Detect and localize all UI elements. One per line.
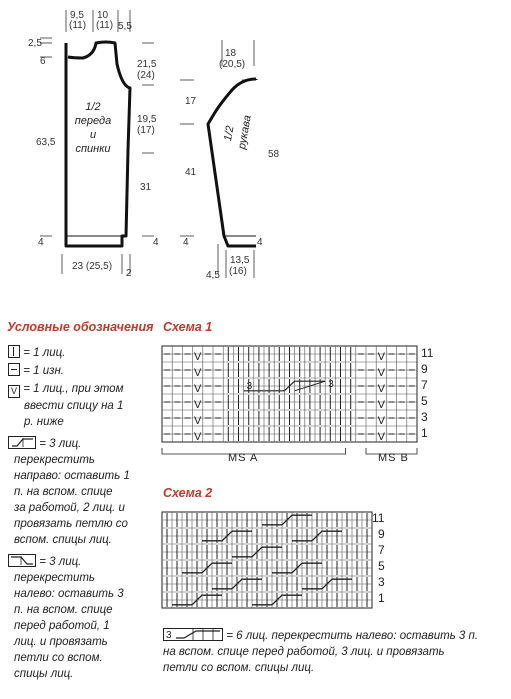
legend-item-knit: = 1 лиц. [8,345,158,361]
sleeve-bottom-width-alt: (16) [229,266,247,277]
scheme2-row-9: 9 [378,527,385,541]
ms-a-label: MS A [228,452,259,464]
legend-item-cross-left: = 3 лиц. [8,554,158,570]
legend-slip-line2: ввести спицу на 1 [24,400,124,412]
scheme1-row-7: 7 [421,378,428,392]
knit-symbol-icon [8,345,20,358]
legend-slip-line3: р. ниже [24,416,64,428]
slip-stitch-mark: V [377,431,385,443]
footnote-line2: на вспом. спице перед работой, 3 лиц. и провязать [163,646,445,658]
body-lower: 31 [140,182,152,193]
slip-stitch-mark: V [377,399,385,411]
slip-stitch-mark: V [194,431,202,443]
body-mid-alt: (17) [137,125,155,136]
legend-cross-left-line6: лиц. и провязать [14,636,108,648]
scheme2-row-11: 11 [372,511,385,525]
slip-stitch-mark: V [194,399,202,411]
legend-item-slip: V = 1 лиц., при этом [8,381,158,398]
body-bottom-width: 23 (25,5) [72,261,113,272]
scheme2-row-5: 5 [378,559,385,573]
body-left-small-2: 6 [40,56,46,67]
scheme2-chart [160,508,375,613]
body-armhole: 21,5 [137,59,157,70]
footnote-line3: петли со вспом. спицы лиц. [163,662,315,674]
slip-stitch-mark: V [194,383,202,395]
footnote-line1: 3 = 6 лиц. перекрестить налево: оставить 3 п. [163,628,478,644]
body-bottom-right: 2 [126,268,132,279]
body-total-height: 63,5 [36,137,56,148]
scheme2-row-7: 7 [378,543,385,557]
slip-stitch-mark: V [194,351,202,363]
body-left-small-1: 2,5 [28,38,42,49]
cross-left-symbol-icon [8,554,36,567]
legend-cross-left-line2: перекрестить [14,572,95,584]
sleeve-rib-right: 4 [257,237,263,248]
scheme1-row-1: 1 [421,426,428,440]
scheme1-row-5: 5 [421,394,428,408]
six-cross-symbol-icon: 3 [163,628,223,641]
legend-cross-right-line4: п. на вспом. спице [14,486,113,498]
sleeve-body-height: 41 [185,167,197,178]
cable-count-left: 3 [246,381,253,393]
sleeve-label: 1/2 [222,124,237,143]
legend-item-cross-right: = 3 лиц. [8,436,158,452]
scheme1-row-3: 3 [421,410,428,424]
body-width-shoulder: 9,5 [70,10,84,21]
scheme1-row-9: 9 [421,362,428,376]
sleeve-top-width-alt: (20,5) [219,59,246,70]
scheme2-row-3: 3 [378,575,385,589]
sleeve-outline [170,0,300,290]
slip-stitch-mark: V [377,415,385,427]
legend-cross-right-line2: перекрестить [14,454,95,466]
v-stitch-symbol-icon: V [8,385,20,398]
sleeve-total-height: 58 [268,149,280,160]
cross-right-symbol-icon [8,436,36,449]
slip-stitch-mark: V [377,351,385,363]
legend-cross-left-line4: п. на вспом. спице [14,604,113,616]
legend-cross-left-line5: перед работой, 1 [14,620,110,632]
body-width-shoulder-alt: (11) [69,20,87,31]
sleeve-top-width: 18 [225,48,237,59]
sleeve-cap-height: 17 [185,96,197,107]
legend-cross-right-line6: провязать петлю со [14,518,128,530]
cable-count-right: 3 [328,378,334,390]
scheme1-chart [160,340,420,470]
legend-cross-left-line7: петли со вспом. [14,652,103,664]
scheme1-row-numbers [421,347,441,443]
legend-item-purl: = 1 изн. [8,363,158,379]
scheme2-row-numbers [372,512,392,608]
legend-cross-left-line3: налево: оставить 3 [14,588,124,600]
body-mid: 19,5 [137,114,157,125]
sleeve-rib-left: 4 [183,237,189,248]
body-rib-left: 4 [38,237,44,248]
footnote [163,628,478,676]
sleeve-label-2: рукава [236,114,254,151]
body-width-neck-depth: 5,5 [118,21,132,32]
legend-cross-right-line3: направо: оставить 1 [14,470,130,482]
slip-stitch-mark: V [194,367,202,379]
ms-b-label: MS B [378,452,409,464]
legend-cross-left-line8: спицы лиц. [14,668,74,680]
slip-stitch-mark: V [377,367,385,379]
scheme1-title: Схема 1 [163,320,213,334]
body-armhole-alt: (24) [137,70,155,81]
slip-stitch-mark: V [194,415,202,427]
legend [8,345,158,682]
body-rib-right: 4 [153,237,159,248]
body-width-neck-alt: (11) [96,20,114,31]
slip-stitch-mark: V [377,383,385,395]
body-width-neck: 10 [97,10,109,21]
body-label: 1/2 переда и спинки [74,101,112,155]
scheme2-title: Схема 2 [163,486,213,500]
sleeve-bottom-width: 13,5 [230,255,250,266]
sleeve-bottom-left: 4,5 [206,270,220,281]
scheme2-row-1: 1 [378,591,385,605]
scheme1-row-11: 11 [421,346,434,360]
purl-symbol-icon [8,363,20,376]
legend-title: Условные обозначения [7,320,154,334]
legend-cross-right-line7: вспом. спицы лиц. [14,534,112,546]
legend-cross-right-line5: за работой, 2 лиц. и [14,502,125,514]
